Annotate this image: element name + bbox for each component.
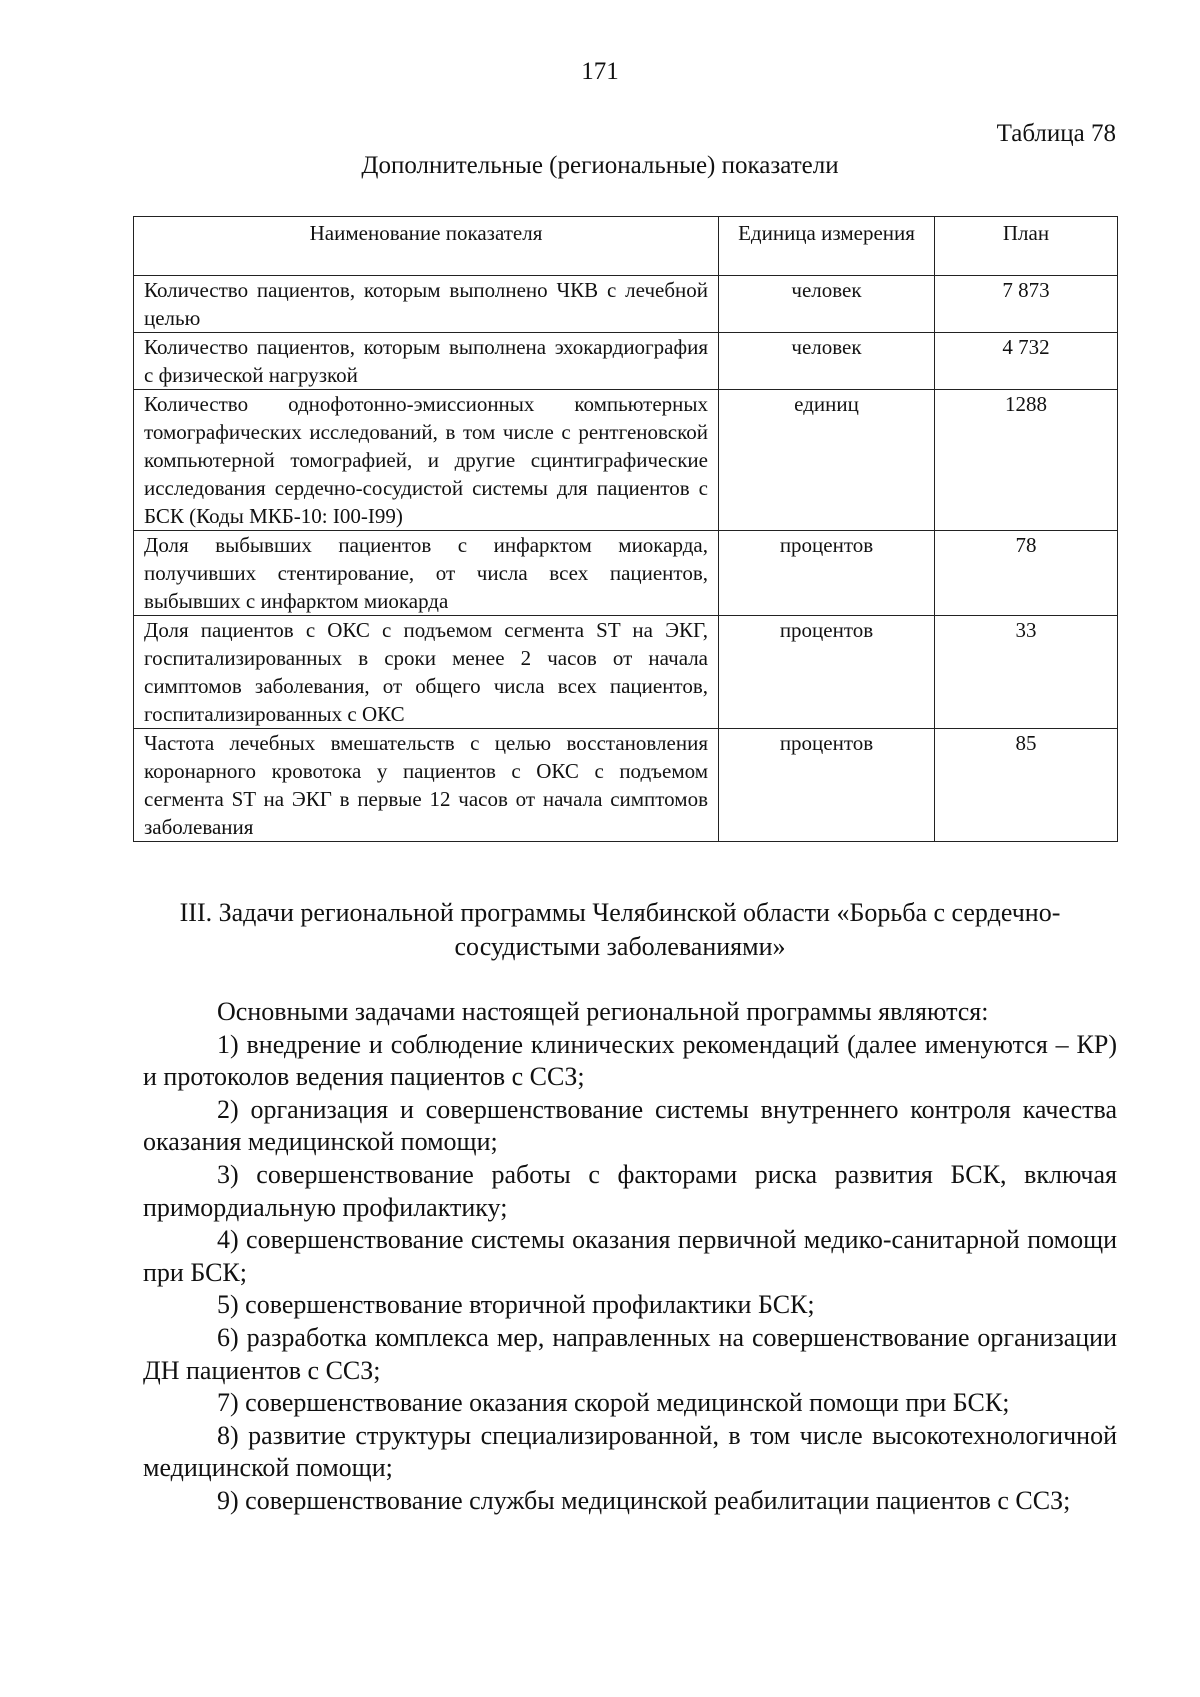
task-item: 2) организация и совершенствование системы внутреннего контроля качества оказания медицинской помощи; xyxy=(143,1094,1117,1157)
task-item: 6) разработка комплекса мер, направленных на совершенствование организации ДН пациентов с ССЗ; xyxy=(143,1322,1117,1385)
table-row xyxy=(134,729,1118,842)
task-item: 9) совершенствование службы медицинской реабилитации пациентов с ССЗ; xyxy=(217,1485,1071,1515)
row-name: Количество пациентов, которым выполнено ЧКВ с лечебной целью xyxy=(134,276,719,333)
task-item: 1) внедрение и соблюдение клинических рекомендаций (далее именуются – КР) и протоколов ведения пациентов с ССЗ; xyxy=(143,1029,1117,1092)
task-item: 4) совершенствование системы оказания первичной медико-санитарной помощи при БСК; xyxy=(143,1225,1117,1287)
task-item: 8) развитие структуры специализированной, в том числе высокотехнологичной медицинской помощи; xyxy=(143,1420,1117,1483)
row-plan: 4 732 xyxy=(935,333,1118,390)
row-plan: 33 xyxy=(935,616,1118,729)
row-unit: человек xyxy=(719,276,935,333)
row-unit: единиц xyxy=(719,390,935,531)
row-unit: процентов xyxy=(719,531,935,616)
task-item: 3) совершенствование работы с факторами риска развития БСК, включая примордиальную профилактику; xyxy=(143,1159,1117,1222)
table-row xyxy=(134,616,1118,729)
table-row xyxy=(134,333,1118,390)
header-name: Наименование показателя xyxy=(134,217,719,276)
row-name: Количество пациентов, которым выполнена эхокардиография с физической нагрузкой xyxy=(134,333,719,390)
table-label: Таблица 78 xyxy=(996,120,1116,147)
table-header-row xyxy=(134,217,1118,276)
section-title: III. Задачи региональной программы Челябинской области «Борьба с сердечно-сосудистыми заболеваниями» xyxy=(179,898,1061,961)
row-plan: 78 xyxy=(935,531,1118,616)
table-row xyxy=(134,390,1118,531)
row-plan: 1288 xyxy=(935,390,1118,531)
task-item: 7) совершенствование оказания скорой медицинской помощи при БСК; xyxy=(217,1388,1010,1418)
row-name: Количество однофотонно-эмиссионных компьютерных томографических исследований, в том числе с рентгеновской компьютерной томографией, и другие сцинтиграфические исследования сердечно-сосудистой системы для пациентов с БСК (Коды МКБ-10: I00-I99) xyxy=(134,390,719,531)
row-name: Частота лечебных вмешательств с целью восстановления коронарного кровотока у пациентов с ОКС с подъемом сегмента ST на ЭКГ в первые 12 часов от начала симптомов заболевания xyxy=(134,729,719,842)
indicators-table xyxy=(133,216,1118,842)
task-item: 5) совершенствование вторичной профилактики БСК; xyxy=(217,1290,815,1320)
intro-paragraph: Основными задачами настоящей региональной программы являются: xyxy=(217,997,989,1026)
table-row xyxy=(134,276,1118,333)
table-title: Дополнительные (региональные) показатели xyxy=(361,152,839,179)
row-plan: 7 873 xyxy=(935,276,1118,333)
header-plan: План xyxy=(935,217,1118,276)
row-name: Доля пациентов с ОКС с подъемом сегмента ST на ЭКГ, госпитализированных в сроки менее 2 часов от начала симптомов заболевания, от общего числа всех пациентов, госпитализированных с ОКС xyxy=(134,616,719,729)
table-row xyxy=(134,531,1118,616)
row-unit: процентов xyxy=(719,729,935,842)
row-unit: человек xyxy=(719,333,935,390)
row-name: Доля выбывших пациентов с инфарктом миокарда, получивших стентирование, от числа всех пациентов, выбывших с инфарктом миокарда xyxy=(134,531,719,616)
row-plan: 85 xyxy=(935,729,1118,842)
header-unit: Единица измерения xyxy=(719,217,935,276)
page-number: 171 xyxy=(581,58,619,85)
body-text xyxy=(143,996,1117,1518)
row-unit: процентов xyxy=(719,616,935,729)
